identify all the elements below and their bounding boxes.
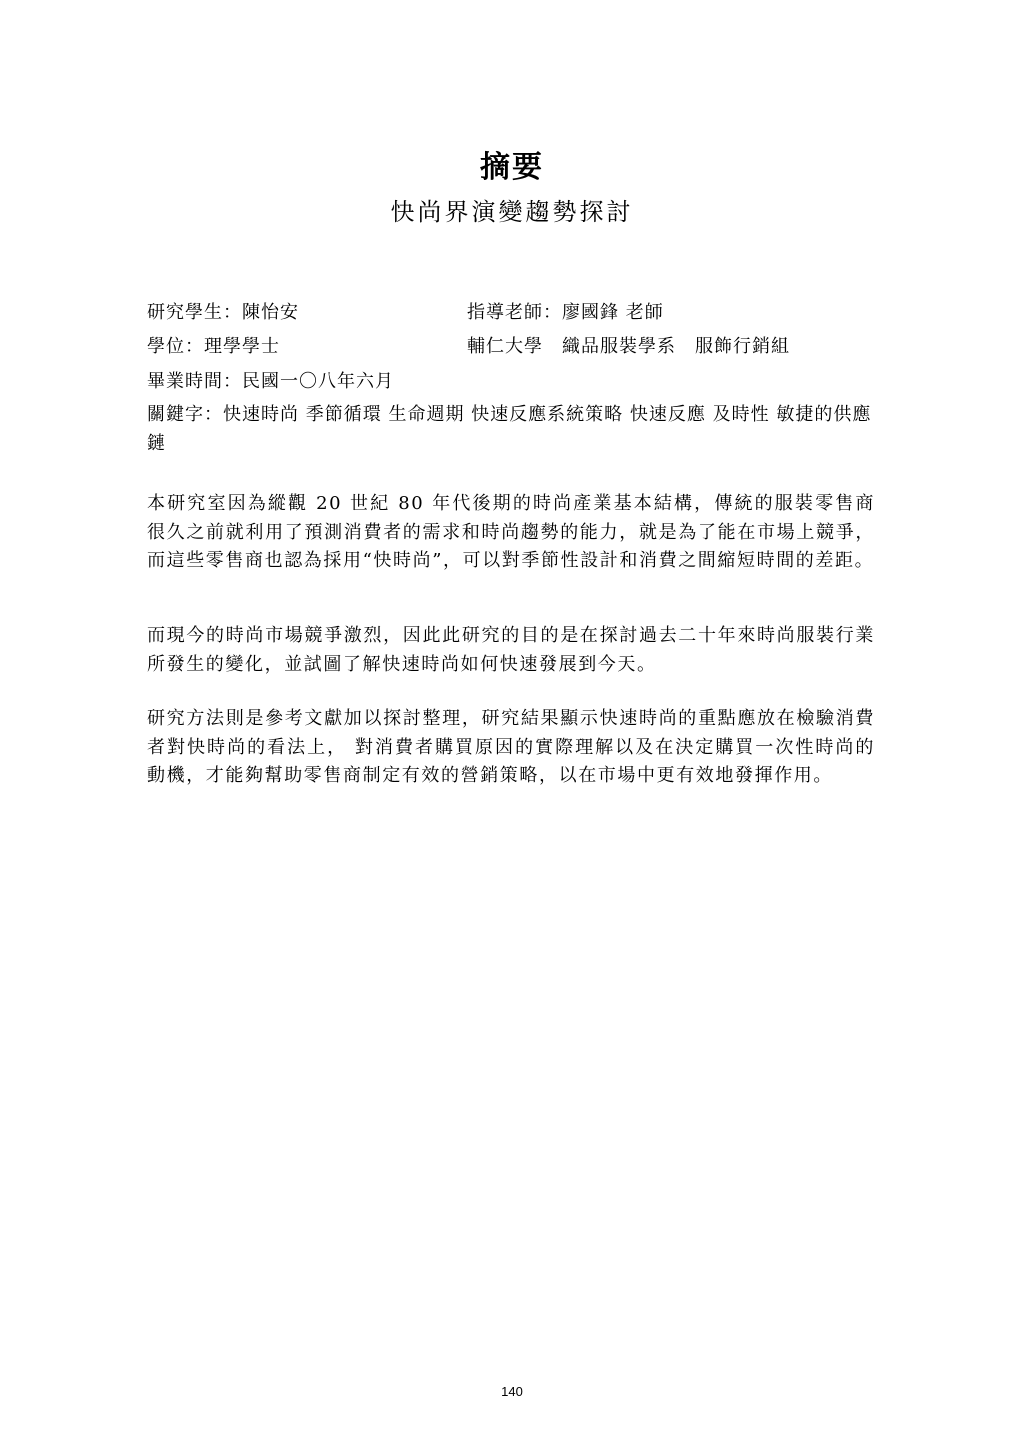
thesis-title: 快尚界演變趨勢探討: [390, 198, 634, 226]
info-row-student: [147, 298, 877, 328]
info-row-degree: [147, 332, 877, 362]
degree: 學位：理學學士: [147, 336, 280, 357]
abstract-paragraph-1: 本研究室因為縱觀 20 世紀 80 年代後期的時尚產業基本結構，傳統的服裝零售商很久之前就利用了預測消費者的需求和時尚趨勢的能力，就是為了能在市場上競爭， 而這些零售商也認為採用“快時尚”，可以對季節性設計和消費之間縮短時間的差距。: [147, 493, 875, 571]
student-name: 研究學生：陳怡安: [147, 302, 299, 323]
abstract-heading: 摘要: [480, 150, 544, 185]
abstract-paragraph-3: 研究方法則是參考文獻加以探討整理，研究結果顯示快速時尚的重點應放在檢驗消費者對快時尚的看法上， 對消費者購買原因的實際理解以及在決定購買一次性時尚的動機，才能夠幫助零售商制定有效的營銷策略，以在市場中更有效地發揮作用。: [147, 708, 875, 786]
graduation-date: 畢業時間：民國一〇八年六月: [147, 371, 394, 392]
page-number: 140: [501, 1384, 523, 1399]
keywords: 關鍵字：快速時尚 季節循環 生命週期 快速反應系統策略 快速反應 及時性 敏捷的供應鏈: [147, 404, 872, 454]
advisor-name: 指導老師：廖國鋒 老師: [467, 302, 664, 323]
abstract-paragraph-2: 而現今的時尚市場競爭激烈，因此此研究的目的是在探討過去二十年來時尚服裝行業所發生的變化，並試圖了解快速時尚如何快速發展到今天。: [147, 625, 875, 675]
info-row-graduation: [147, 367, 877, 397]
department: 輔仁大學 織品服裝學系 服飾行銷組: [467, 336, 790, 357]
